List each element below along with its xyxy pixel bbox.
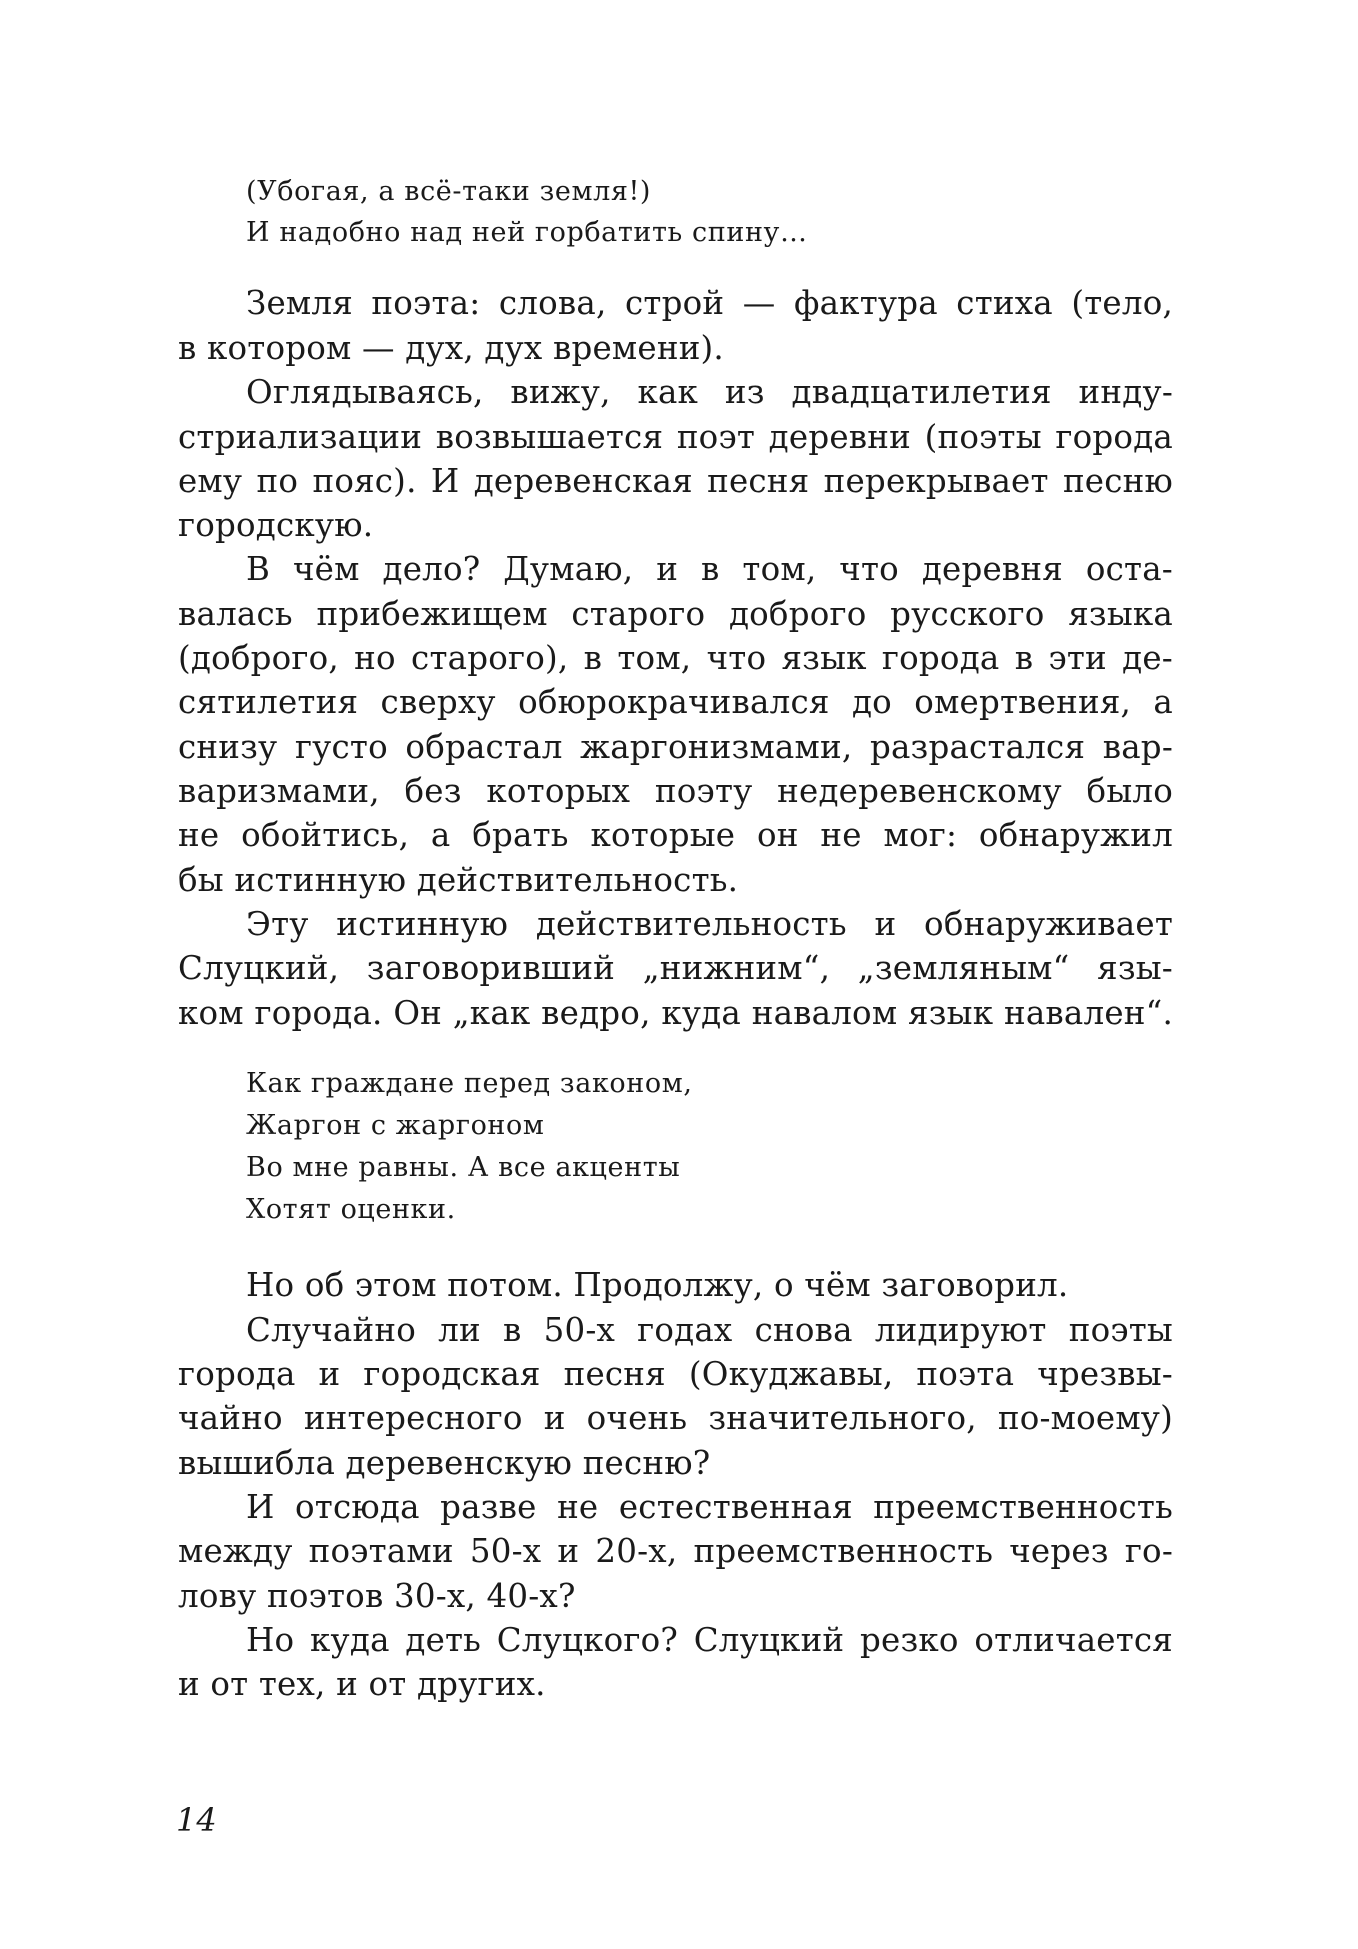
- paragraph-line: ком города. Он „как ведро, куда навалом язык навален“.: [178, 994, 1173, 1032]
- paragraph-line: города и городская песня (Окуджавы, поэта чрезвы-: [178, 1355, 1173, 1393]
- paragraph-line: валась прибежищем старого доброго русского языка: [178, 595, 1173, 633]
- paragraph-line: вышибла деревенскую песню?: [178, 1444, 711, 1482]
- paragraph-line: И отсюда разве не естественная преемственность: [246, 1488, 1173, 1526]
- paragraph-line: стриализации возвышается поэт деревни (поэты города: [178, 418, 1173, 456]
- paragraph-line: между поэтами 50-х и 20-х, преемственность через го-: [178, 1532, 1173, 1570]
- paragraph-line: Но куда деть Слуцкого? Слуцкий резко отличается: [246, 1621, 1173, 1659]
- paragraph-line: Случайно ли в 50-х годах снова лидируют поэты: [246, 1311, 1173, 1349]
- paragraph-line: (доброго, но старого), в том, что язык города в эти де-: [178, 639, 1173, 677]
- paragraph-line: Но об этом потом. Продолжу, о чём заговорил.: [246, 1266, 1069, 1304]
- verse-line: И надобно над ней горбатить спину…: [246, 217, 808, 248]
- paragraph-line: Слуцкий, заговоривший „нижним“, „земляным“ язы-: [178, 949, 1173, 987]
- paragraph-line: не обойтись, а брать которые он не мог: обнаружил: [178, 816, 1173, 854]
- paragraph-line: и от тех, и от других.: [178, 1665, 546, 1703]
- verse-line: Как граждане перед законом,: [246, 1068, 693, 1099]
- verse-line: Во мне равны. А все акценты: [246, 1152, 681, 1183]
- paragraph-line: чайно интересного и очень значительного, по-моему): [178, 1399, 1173, 1437]
- verse-line: Хотят оценки.: [246, 1194, 456, 1225]
- page-number: 14: [176, 1801, 217, 1839]
- verse-line: (Убогая, а всё-таки земля!): [246, 176, 652, 207]
- verse-line: Жаргон с жаргоном: [246, 1110, 545, 1141]
- paragraph-line: в котором — дух, дух времени).: [178, 329, 724, 367]
- paragraph-line: бы истинную действительность.: [178, 861, 739, 899]
- paragraph-line: варизмами, без которых поэту недеревенскому было: [178, 772, 1173, 810]
- paragraph-line: снизу густо обрастал жаргонизмами, разрастался вар-: [178, 728, 1173, 766]
- paragraph-line: сятилетия сверху обюрокрачивался до омертвения, а: [178, 683, 1173, 721]
- paragraph-line: Земля поэта: слова, строй — фактура стиха (тело,: [246, 284, 1173, 322]
- paragraph-line: лову поэтов 30-х, 40-х?: [178, 1577, 576, 1615]
- paragraph-line: Оглядываясь, вижу, как из двадцатилетия инду-: [246, 373, 1173, 411]
- paragraph-line: В чём дело? Думаю, и в том, что деревня оста-: [246, 550, 1173, 588]
- paragraph-line: Эту истинную действительность и обнаруживает: [246, 905, 1173, 943]
- paragraph-line: ему по пояс). И деревенская песня перекрывает песню: [178, 462, 1173, 500]
- paragraph-line: городскую.: [178, 506, 374, 544]
